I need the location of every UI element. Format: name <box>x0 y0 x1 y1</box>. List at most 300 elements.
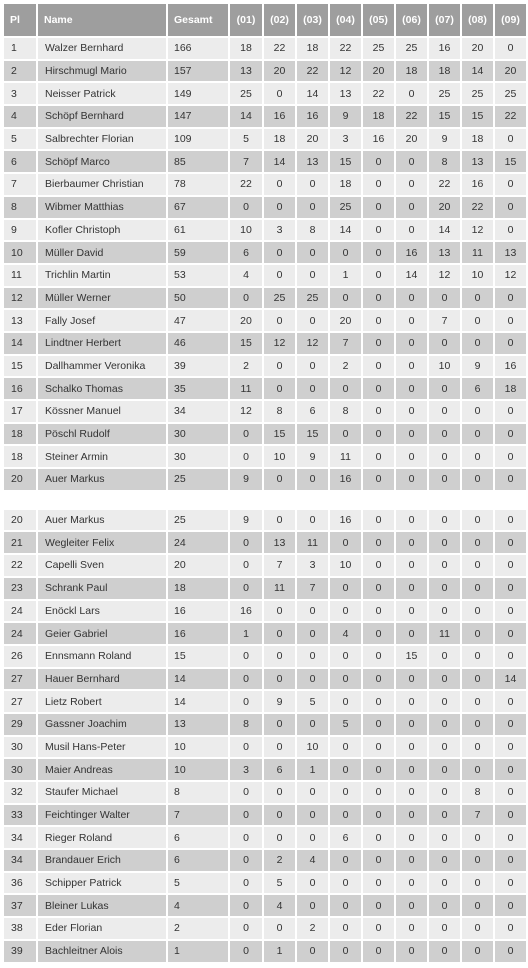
round-score-cell: 0 <box>495 197 526 218</box>
round-score-cell: 0 <box>429 532 460 553</box>
round-score-cell: 0 <box>462 555 493 576</box>
round-score-cell: 9 <box>230 469 262 490</box>
table-row <box>4 38 526 59</box>
round-score-cell: 6 <box>264 759 295 780</box>
header-row <box>4 4 526 36</box>
round-score-cell: 0 <box>363 510 394 531</box>
rank-cell: 20 <box>4 510 36 531</box>
round-score-cell: 0 <box>396 174 427 195</box>
table-row <box>4 691 526 712</box>
round-score-cell: 25 <box>462 83 493 104</box>
round-score-cell: 12 <box>297 333 328 354</box>
round-score-cell: 3 <box>264 220 295 241</box>
table-row <box>4 288 526 309</box>
name-cell: Gassner Joachim <box>38 714 166 735</box>
round-score-cell: 0 <box>429 850 460 871</box>
round-score-cell: 0 <box>429 601 460 622</box>
round-score-cell: 0 <box>297 714 328 735</box>
total-cell: 147 <box>168 106 228 127</box>
round-score-cell: 0 <box>297 601 328 622</box>
name-cell: Hirschmugl Mario <box>38 61 166 82</box>
round-score-cell: 0 <box>264 827 295 848</box>
round-score-cell: 0 <box>495 691 526 712</box>
round-score-cell: 8 <box>230 714 262 735</box>
round-score-cell: 1 <box>330 265 361 286</box>
round-score-cell: 1 <box>230 623 262 644</box>
round-score-cell: 0 <box>429 578 460 599</box>
round-score-cell: 0 <box>230 782 262 803</box>
round-score-cell: 0 <box>462 288 493 309</box>
rank-cell: 34 <box>4 850 36 871</box>
round-score-cell: 25 <box>363 38 394 59</box>
table-row <box>4 129 526 150</box>
table-row <box>4 61 526 82</box>
table-row <box>4 782 526 803</box>
rank-cell: 23 <box>4 578 36 599</box>
round-score-cell: 11 <box>462 242 493 263</box>
round-score-cell: 0 <box>330 737 361 758</box>
rank-cell: 4 <box>4 106 36 127</box>
round-score-cell: 0 <box>396 805 427 826</box>
round-score-cell: 20 <box>396 129 427 150</box>
round-score-cell: 0 <box>363 601 394 622</box>
total-cell: 78 <box>168 174 228 195</box>
round-score-cell: 14 <box>429 220 460 241</box>
round-score-cell: 0 <box>330 805 361 826</box>
round-score-cell: 9 <box>429 129 460 150</box>
round-score-cell: 0 <box>297 669 328 690</box>
round-score-cell: 0 <box>462 601 493 622</box>
round-score-cell: 0 <box>495 510 526 531</box>
rank-cell: 24 <box>4 601 36 622</box>
round-score-cell: 0 <box>495 555 526 576</box>
total-cell: 59 <box>168 242 228 263</box>
col-header-03: (03) <box>297 4 328 36</box>
round-score-cell: 0 <box>363 220 394 241</box>
name-cell: Hauer Bernhard <box>38 669 166 690</box>
round-score-cell: 0 <box>363 174 394 195</box>
round-score-cell: 4 <box>297 850 328 871</box>
round-score-cell: 22 <box>363 83 394 104</box>
round-score-cell: 0 <box>264 623 295 644</box>
total-cell: 149 <box>168 83 228 104</box>
round-score-cell: 0 <box>396 578 427 599</box>
rank-cell: 22 <box>4 555 36 576</box>
round-score-cell: 0 <box>462 737 493 758</box>
round-score-cell: 0 <box>264 714 295 735</box>
col-header-06: (06) <box>396 4 427 36</box>
round-score-cell: 13 <box>495 242 526 263</box>
round-score-cell: 18 <box>297 38 328 59</box>
table-row <box>4 242 526 263</box>
round-score-cell: 0 <box>363 827 394 848</box>
rank-cell: 36 <box>4 873 36 894</box>
name-cell: Brandauer Erich <box>38 850 166 871</box>
round-score-cell: 0 <box>396 623 427 644</box>
round-score-cell: 0 <box>363 532 394 553</box>
round-score-cell: 0 <box>297 310 328 331</box>
round-score-cell: 20 <box>264 61 295 82</box>
round-score-cell: 0 <box>429 895 460 916</box>
round-score-cell: 0 <box>396 555 427 576</box>
round-score-cell: 0 <box>495 714 526 735</box>
round-score-cell: 0 <box>429 714 460 735</box>
round-score-cell: 16 <box>429 38 460 59</box>
round-score-cell: 0 <box>495 424 526 445</box>
total-cell: 157 <box>168 61 228 82</box>
round-score-cell: 0 <box>264 782 295 803</box>
table-row <box>4 532 526 553</box>
round-score-cell: 0 <box>462 669 493 690</box>
col-header-pl: Pl <box>4 4 36 36</box>
round-score-cell: 0 <box>230 197 262 218</box>
round-score-cell: 0 <box>297 197 328 218</box>
total-cell: 6 <box>168 850 228 871</box>
round-score-cell: 0 <box>297 873 328 894</box>
round-score-cell: 22 <box>495 106 526 127</box>
total-cell: 18 <box>168 578 228 599</box>
round-score-cell: 0 <box>297 941 328 962</box>
round-score-cell: 0 <box>363 555 394 576</box>
round-score-cell: 0 <box>495 601 526 622</box>
round-score-cell: 15 <box>330 151 361 172</box>
round-score-cell: 5 <box>230 129 262 150</box>
col-header-09: (09) <box>495 4 526 36</box>
total-cell: 30 <box>168 446 228 467</box>
name-cell: Bleiner Lukas <box>38 895 166 916</box>
round-score-cell: 0 <box>429 737 460 758</box>
name-cell: Trichlin Martin <box>38 265 166 286</box>
ranking-table-2 <box>2 508 528 964</box>
round-score-cell: 0 <box>230 737 262 758</box>
table-row <box>4 265 526 286</box>
round-score-cell: 0 <box>495 578 526 599</box>
round-score-cell: 9 <box>462 356 493 377</box>
round-score-cell: 0 <box>396 941 427 962</box>
rank-cell: 9 <box>4 220 36 241</box>
round-score-cell: 0 <box>495 918 526 939</box>
round-score-cell: 0 <box>363 288 394 309</box>
round-score-cell: 2 <box>264 850 295 871</box>
rank-cell: 38 <box>4 918 36 939</box>
round-score-cell: 20 <box>230 310 262 331</box>
round-score-cell: 0 <box>363 782 394 803</box>
table-row <box>4 510 526 531</box>
table-row <box>4 401 526 422</box>
round-score-cell: 0 <box>363 759 394 780</box>
round-score-cell: 0 <box>396 759 427 780</box>
round-score-cell: 0 <box>462 578 493 599</box>
round-score-cell: 0 <box>297 378 328 399</box>
table-row <box>4 555 526 576</box>
ranking-table-1 <box>2 2 528 492</box>
round-score-cell: 0 <box>462 446 493 467</box>
rank-cell: 11 <box>4 265 36 286</box>
round-score-cell: 0 <box>363 941 394 962</box>
table-row <box>4 446 526 467</box>
round-score-cell: 0 <box>495 759 526 780</box>
round-score-cell: 0 <box>264 805 295 826</box>
round-score-cell: 0 <box>396 83 427 104</box>
table-row <box>4 220 526 241</box>
round-score-cell: 0 <box>396 356 427 377</box>
round-score-cell: 0 <box>462 333 493 354</box>
name-cell: Bierbaumer Christian <box>38 174 166 195</box>
table-row <box>4 424 526 445</box>
rank-cell: 37 <box>4 895 36 916</box>
round-score-cell: 0 <box>230 288 262 309</box>
col-header-08: (08) <box>462 4 493 36</box>
round-score-cell: 12 <box>264 333 295 354</box>
round-score-cell: 7 <box>462 805 493 826</box>
round-score-cell: 12 <box>330 61 361 82</box>
round-score-cell: 18 <box>230 38 262 59</box>
round-score-cell: 16 <box>297 106 328 127</box>
rank-cell: 3 <box>4 83 36 104</box>
rank-cell: 5 <box>4 129 36 150</box>
round-score-cell: 0 <box>264 601 295 622</box>
round-score-cell: 0 <box>264 265 295 286</box>
round-score-cell: 0 <box>495 333 526 354</box>
table-row <box>4 333 526 354</box>
round-score-cell: 0 <box>363 805 394 826</box>
round-score-cell: 0 <box>396 918 427 939</box>
table-row <box>4 578 526 599</box>
round-score-cell: 0 <box>264 310 295 331</box>
total-cell: 47 <box>168 310 228 331</box>
round-score-cell: 16 <box>330 469 361 490</box>
round-score-cell: 0 <box>297 827 328 848</box>
total-cell: 14 <box>168 691 228 712</box>
round-score-cell: 0 <box>330 532 361 553</box>
round-score-cell: 25 <box>396 38 427 59</box>
round-score-cell: 0 <box>264 174 295 195</box>
round-score-cell: 13 <box>297 151 328 172</box>
round-score-cell: 20 <box>363 61 394 82</box>
round-score-cell: 0 <box>396 873 427 894</box>
round-score-cell: 25 <box>264 288 295 309</box>
round-score-cell: 0 <box>230 555 262 576</box>
round-score-cell: 0 <box>363 895 394 916</box>
round-score-cell: 0 <box>330 759 361 780</box>
round-score-cell: 11 <box>230 378 262 399</box>
col-header-gesamt: Gesamt <box>168 4 228 36</box>
round-score-cell: 0 <box>495 174 526 195</box>
table-row <box>4 759 526 780</box>
total-cell: 34 <box>168 401 228 422</box>
round-score-cell: 0 <box>363 356 394 377</box>
name-cell: Maier Andreas <box>38 759 166 780</box>
round-score-cell: 0 <box>396 510 427 531</box>
rank-cell: 2 <box>4 61 36 82</box>
round-score-cell: 0 <box>396 714 427 735</box>
rank-cell: 7 <box>4 174 36 195</box>
table-row <box>4 646 526 667</box>
total-cell: 8 <box>168 782 228 803</box>
table-row <box>4 469 526 490</box>
total-cell: 10 <box>168 759 228 780</box>
name-cell: Kössner Manuel <box>38 401 166 422</box>
round-score-cell: 0 <box>330 873 361 894</box>
round-score-cell: 0 <box>297 646 328 667</box>
round-score-cell: 0 <box>297 265 328 286</box>
round-score-cell: 0 <box>462 623 493 644</box>
round-score-cell: 15 <box>230 333 262 354</box>
round-score-cell: 15 <box>462 106 493 127</box>
total-cell: 13 <box>168 714 228 735</box>
total-cell: 5 <box>168 873 228 894</box>
rank-cell: 16 <box>4 378 36 399</box>
name-cell: Auer Markus <box>38 510 166 531</box>
round-score-cell: 16 <box>330 510 361 531</box>
round-score-cell: 0 <box>264 242 295 263</box>
round-score-cell: 13 <box>429 242 460 263</box>
round-score-cell: 6 <box>297 401 328 422</box>
round-score-cell: 0 <box>264 378 295 399</box>
rank-cell: 10 <box>4 242 36 263</box>
round-score-cell: 14 <box>462 61 493 82</box>
round-score-cell: 14 <box>330 220 361 241</box>
round-score-cell: 0 <box>363 333 394 354</box>
name-cell: Wibmer Matthias <box>38 197 166 218</box>
round-score-cell: 0 <box>363 737 394 758</box>
rank-cell: 14 <box>4 333 36 354</box>
round-score-cell: 0 <box>264 197 295 218</box>
table-row <box>4 378 526 399</box>
round-score-cell: 8 <box>462 782 493 803</box>
col-header-04: (04) <box>330 4 361 36</box>
round-score-cell: 0 <box>330 646 361 667</box>
round-score-cell: 0 <box>230 827 262 848</box>
total-cell: 166 <box>168 38 228 59</box>
round-score-cell: 0 <box>264 737 295 758</box>
table-row <box>4 601 526 622</box>
name-cell: Schrank Paul <box>38 578 166 599</box>
round-score-cell: 11 <box>297 532 328 553</box>
table-row <box>4 805 526 826</box>
rank-cell: 18 <box>4 446 36 467</box>
round-score-cell: 0 <box>264 356 295 377</box>
round-score-cell: 15 <box>429 106 460 127</box>
col-header-05: (05) <box>363 4 394 36</box>
round-score-cell: 0 <box>462 759 493 780</box>
round-score-cell: 0 <box>396 850 427 871</box>
round-score-cell: 0 <box>396 446 427 467</box>
round-score-cell: 0 <box>230 424 262 445</box>
total-cell: 39 <box>168 356 228 377</box>
round-score-cell: 0 <box>264 83 295 104</box>
rank-cell: 33 <box>4 805 36 826</box>
table-row <box>4 356 526 377</box>
round-score-cell: 0 <box>264 918 295 939</box>
name-cell: Dallhammer Veronika <box>38 356 166 377</box>
round-score-cell: 0 <box>330 918 361 939</box>
round-score-cell: 6 <box>462 378 493 399</box>
round-score-cell: 0 <box>462 510 493 531</box>
round-score-cell: 13 <box>264 532 295 553</box>
total-cell: 85 <box>168 151 228 172</box>
round-score-cell: 5 <box>297 691 328 712</box>
round-score-cell: 22 <box>429 174 460 195</box>
round-score-cell: 12 <box>230 401 262 422</box>
round-score-cell: 22 <box>264 38 295 59</box>
total-cell: 109 <box>168 129 228 150</box>
round-score-cell: 18 <box>330 174 361 195</box>
total-cell: 50 <box>168 288 228 309</box>
table-row <box>4 106 526 127</box>
round-score-cell: 10 <box>330 555 361 576</box>
round-score-cell: 0 <box>495 401 526 422</box>
total-cell: 20 <box>168 555 228 576</box>
table-row <box>4 714 526 735</box>
table-row <box>4 623 526 644</box>
round-score-cell: 13 <box>330 83 361 104</box>
round-score-cell: 0 <box>297 356 328 377</box>
round-score-cell: 25 <box>429 83 460 104</box>
round-score-cell: 10 <box>429 356 460 377</box>
round-score-cell: 0 <box>396 401 427 422</box>
round-score-cell: 0 <box>330 578 361 599</box>
round-score-cell: 0 <box>462 873 493 894</box>
round-score-cell: 0 <box>462 401 493 422</box>
rank-cell: 24 <box>4 623 36 644</box>
round-score-cell: 0 <box>462 469 493 490</box>
total-cell: 67 <box>168 197 228 218</box>
round-score-cell: 8 <box>330 401 361 422</box>
round-score-cell: 10 <box>462 265 493 286</box>
round-score-cell: 0 <box>396 601 427 622</box>
round-score-cell: 14 <box>396 265 427 286</box>
total-cell: 30 <box>168 424 228 445</box>
name-cell: Rieger Roland <box>38 827 166 848</box>
round-score-cell: 11 <box>264 578 295 599</box>
round-score-cell: 3 <box>330 129 361 150</box>
round-score-cell: 16 <box>495 356 526 377</box>
round-score-cell: 9 <box>264 691 295 712</box>
round-score-cell: 0 <box>495 469 526 490</box>
round-score-cell: 0 <box>429 669 460 690</box>
round-score-cell: 22 <box>330 38 361 59</box>
round-score-cell: 0 <box>264 510 295 531</box>
total-cell: 1 <box>168 941 228 962</box>
round-score-cell: 18 <box>429 61 460 82</box>
round-score-cell: 13 <box>230 61 262 82</box>
table-row <box>4 310 526 331</box>
rank-cell: 32 <box>4 782 36 803</box>
round-score-cell: 0 <box>495 782 526 803</box>
round-score-cell: 22 <box>297 61 328 82</box>
rank-cell: 13 <box>4 310 36 331</box>
name-cell: Müller David <box>38 242 166 263</box>
round-score-cell: 0 <box>297 242 328 263</box>
round-score-cell: 12 <box>495 265 526 286</box>
name-cell: Eder Florian <box>38 918 166 939</box>
round-score-cell: 20 <box>330 310 361 331</box>
round-score-cell: 8 <box>264 401 295 422</box>
table-row <box>4 197 526 218</box>
round-score-cell: 10 <box>297 737 328 758</box>
round-score-cell: 0 <box>363 873 394 894</box>
round-score-cell: 0 <box>429 378 460 399</box>
name-cell: Lindtner Herbert <box>38 333 166 354</box>
rank-cell: 29 <box>4 714 36 735</box>
name-cell: Fally Josef <box>38 310 166 331</box>
round-score-cell: 4 <box>230 265 262 286</box>
table-gap <box>2 492 512 508</box>
round-score-cell: 0 <box>396 691 427 712</box>
round-score-cell: 0 <box>396 469 427 490</box>
round-score-cell: 0 <box>396 220 427 241</box>
